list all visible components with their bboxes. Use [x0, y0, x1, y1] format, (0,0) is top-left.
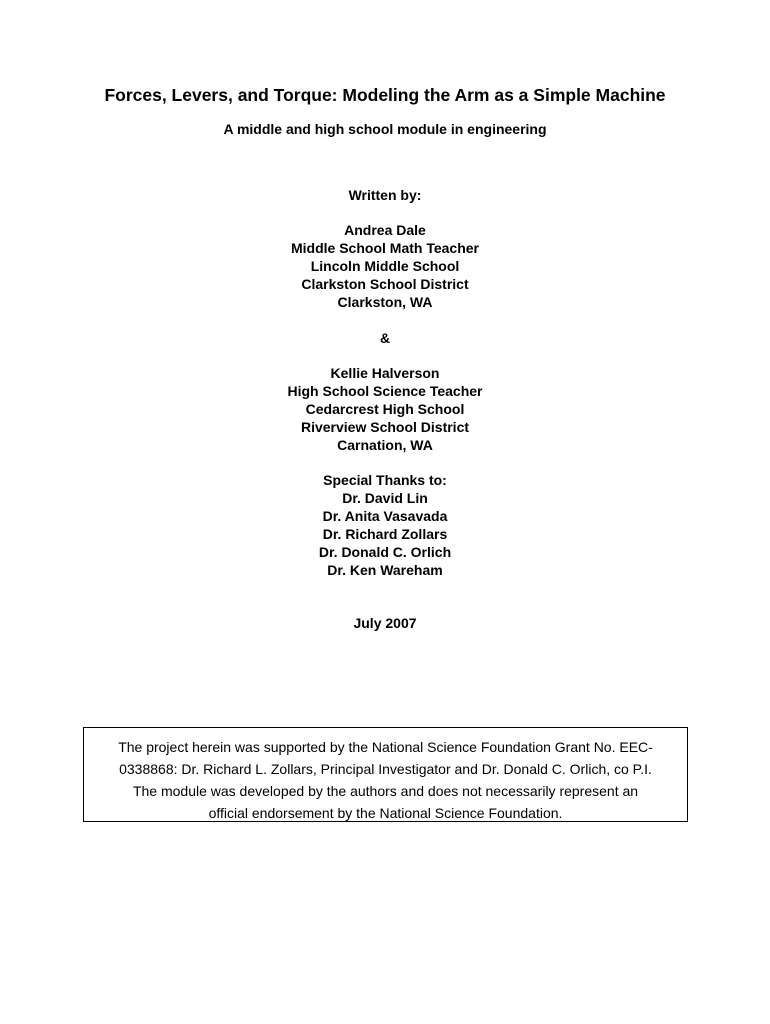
- author-role: High School Science Teacher: [287, 383, 483, 399]
- notice-line: The module was developed by the authors and does not necessarily represent an: [132, 783, 639, 799]
- author-role: Middle School Math Teacher: [291, 240, 479, 256]
- written-by-label: Written by:: [348, 187, 422, 203]
- thanks-name: Dr. David Lin: [342, 490, 428, 506]
- author-block-2: [0, 364, 770, 454]
- author-location: Clarkston, WA: [337, 294, 433, 310]
- author-location: Carnation, WA: [337, 437, 433, 453]
- thanks-name: Dr. Donald C. Orlich: [318, 544, 452, 560]
- author-name: Kellie Halverson: [330, 365, 440, 381]
- author-district: Clarkston School District: [301, 276, 469, 292]
- funding-notice-box: [83, 727, 688, 822]
- ampersand: &: [379, 330, 391, 346]
- notice-line: 0338868: Dr. Richard L. Zollars, Principal Investigator and Dr. Donald C. Orlich, co P.I.: [119, 761, 652, 777]
- notice-line: The project herein was supported by the National Science Foundation Grant No. EEC-: [118, 739, 653, 755]
- document-title: Forces, Levers, and Torque: Modeling the Arm as a Simple Machine: [104, 85, 666, 105]
- author-district: Riverview School District: [300, 419, 470, 435]
- special-thanks-block: [0, 471, 770, 579]
- document-subtitle: A middle and high school module in engineering: [223, 121, 547, 137]
- special-thanks-label: Special Thanks to:: [323, 472, 447, 488]
- thanks-name: Dr. Ken Wareham: [327, 562, 443, 578]
- thanks-name: Dr. Anita Vasavada: [322, 508, 448, 524]
- author-school: Lincoln Middle School: [310, 258, 460, 274]
- thanks-name: Dr. Richard Zollars: [322, 526, 448, 542]
- author-block-1: [0, 221, 770, 311]
- author-name: Andrea Dale: [344, 222, 426, 238]
- document-date: July 2007: [353, 615, 417, 631]
- notice-line: official endorsement by the National Science Foundation.: [208, 805, 563, 821]
- author-school: Cedarcrest High School: [305, 401, 465, 417]
